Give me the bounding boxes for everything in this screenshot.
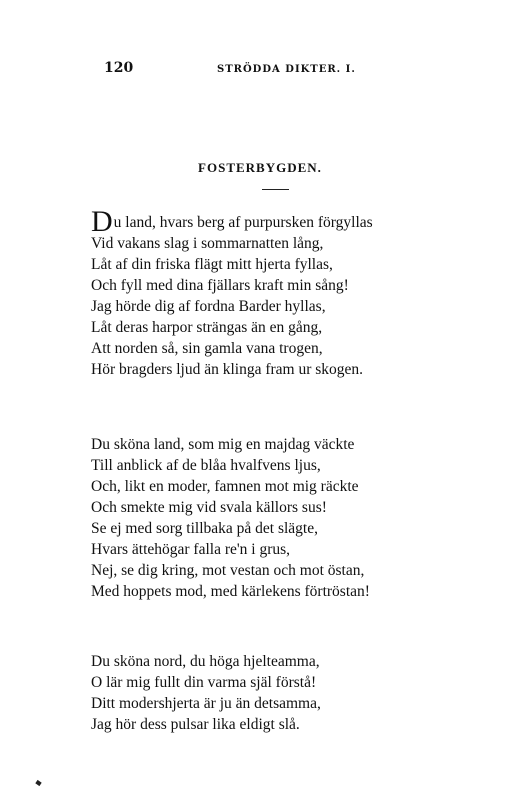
stanza-2 <box>91 434 436 602</box>
page-number: 120 <box>104 60 134 76</box>
verse-line: Se ej med sorg tillbaka på det slägte, <box>91 520 318 537</box>
verse-line: Vid vakans slag i sommarnatten lång, <box>91 235 324 252</box>
verse-line: Att norden så, sin gamla vana trogen, <box>91 340 323 357</box>
verse-line: Låt deras harpor strängas än en gång, <box>91 319 323 336</box>
verse-line: Du sköna nord, du höga hjelteamma, <box>91 653 320 670</box>
verse-line: Till anblick af de blåa hvalfvens ljus, <box>91 457 321 474</box>
verse-line: Nej, se dig kring, mot vestan och mot östan, <box>91 562 365 579</box>
verse-line: Låt af din friska flägt mitt hjerta fyllas, <box>91 256 333 273</box>
poem-title: FOSTERBYGDEN. <box>198 160 322 175</box>
running-head: STRÖDDA DIKTER. I. <box>217 64 356 75</box>
title-rule <box>262 189 289 190</box>
verse-line: Och fyll med dina fjällars kraft min sång! <box>91 277 349 294</box>
verse-line: Ditt modershjerta är ju än detsamma, <box>91 695 321 712</box>
ink-speck <box>35 780 41 786</box>
verse-line: Med hoppets mod, med kärlekens förtröstan! <box>91 583 370 600</box>
verse-line: Jag hör dess pulsar lika eldigt slå. <box>91 716 300 733</box>
stanza-1 <box>91 205 436 380</box>
verse-line: Och smekte mig vid svala källors sus! <box>91 499 327 516</box>
verse-line: Jag hörde dig af fordna Barder hyllas, <box>91 298 326 315</box>
verse-line <box>91 205 436 238</box>
verse-line: Hvars ättehögar falla re'n i grus, <box>91 541 291 558</box>
verse-line: O lär mig fullt din varma själ förstå! <box>91 674 317 691</box>
first-line-text: u land, hvars berg af purpursken förgyllas <box>113 214 373 231</box>
drop-cap: D <box>91 205 113 238</box>
stanza-3 <box>91 651 436 735</box>
verse-line: Hör bragders ljud än klinga fram ur skogen. <box>91 361 364 378</box>
verse-line: Och, likt en moder, famnen mot mig räckte <box>91 478 359 495</box>
verse-line: Du sköna land, som mig en majdag väckte <box>91 436 355 453</box>
